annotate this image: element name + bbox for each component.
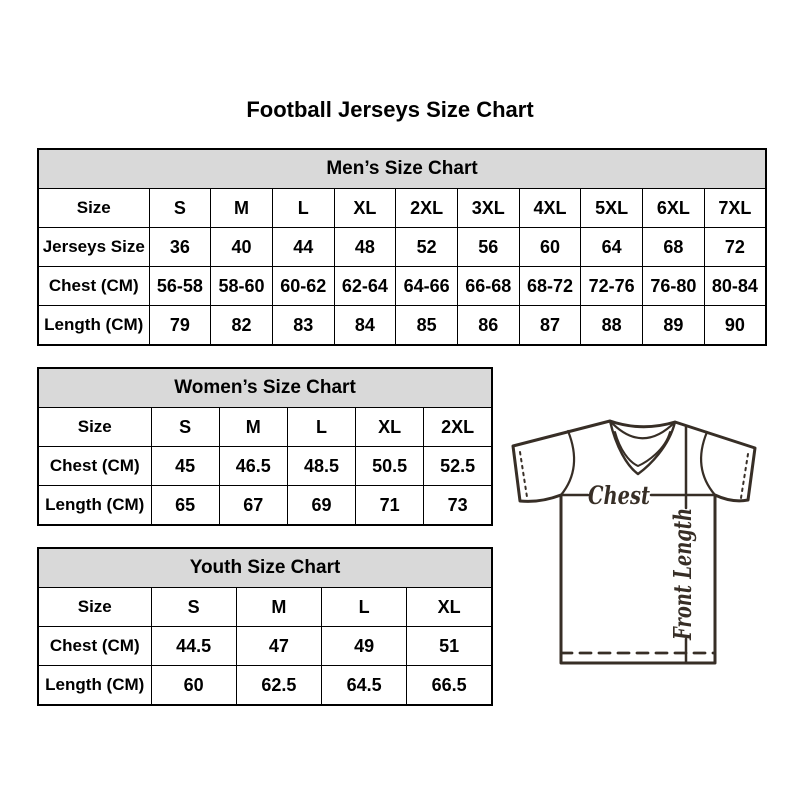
- table-title-row: [38, 368, 492, 408]
- cell-value: 66-68: [457, 267, 519, 306]
- size-column-header: L: [322, 588, 407, 627]
- front-length-label: Front Length: [668, 462, 697, 640]
- table-header-row: [38, 588, 492, 627]
- cell-value: 68-72: [519, 267, 581, 306]
- cell-value: 60: [151, 666, 236, 706]
- cell-value: 44.5: [151, 627, 236, 666]
- cell-value: 83: [272, 306, 334, 346]
- row-label: Chest (CM): [38, 267, 149, 306]
- cell-value: 49: [322, 627, 407, 666]
- cell-value: 80-84: [704, 267, 766, 306]
- row-label: Length (CM): [38, 666, 151, 706]
- cell-value: 68: [643, 228, 705, 267]
- size-column-header: S: [149, 189, 211, 228]
- table-row: [38, 666, 492, 706]
- row-label-header: Size: [38, 408, 151, 447]
- table-row: [38, 486, 492, 526]
- table-row: [38, 228, 766, 267]
- youth-size-table: [37, 547, 493, 706]
- table-title: Women’s Size Chart: [38, 368, 492, 408]
- size-column-header: L: [272, 189, 334, 228]
- cell-value: 66.5: [407, 666, 492, 706]
- cell-value: 73: [424, 486, 492, 526]
- cell-value: 67: [219, 486, 287, 526]
- cell-value: 60-62: [272, 267, 334, 306]
- cell-value: 64: [581, 228, 643, 267]
- armhole-seam-right: [701, 432, 715, 495]
- row-label: Length (CM): [38, 486, 151, 526]
- cell-value: 76-80: [643, 267, 705, 306]
- cell-value: 72-76: [581, 267, 643, 306]
- size-column-header: XL: [334, 189, 396, 228]
- table-header-row: [38, 189, 766, 228]
- cell-value: 48: [334, 228, 396, 267]
- size-column-header: 6XL: [643, 189, 705, 228]
- cell-value: 72: [704, 228, 766, 267]
- table-row: [38, 627, 492, 666]
- jersey-silhouette: [513, 421, 755, 663]
- cuff-stitch-right: [741, 454, 748, 498]
- size-column-header: 2XL: [424, 408, 492, 447]
- cell-value: 60: [519, 228, 581, 267]
- size-column-header: 7XL: [704, 189, 766, 228]
- cell-value: 84: [334, 306, 396, 346]
- row-label: Chest (CM): [38, 627, 151, 666]
- size-column-header: 5XL: [581, 189, 643, 228]
- row-label: Jerseys Size: [38, 228, 149, 267]
- womens-size-table: [37, 367, 493, 526]
- cell-value: 85: [396, 306, 458, 346]
- cell-value: 64-66: [396, 267, 458, 306]
- cell-value: 40: [211, 228, 273, 267]
- cell-value: 64.5: [322, 666, 407, 706]
- cell-value: 36: [149, 228, 211, 267]
- cell-value: 48.5: [287, 447, 355, 486]
- cell-value: 65: [151, 486, 219, 526]
- cell-value: 46.5: [219, 447, 287, 486]
- cell-value: 82: [211, 306, 273, 346]
- size-column-header: S: [151, 588, 236, 627]
- cell-value: 56-58: [149, 267, 211, 306]
- cell-value: 86: [457, 306, 519, 346]
- vneck-inner-line: [615, 432, 670, 466]
- table-title: Men’s Size Chart: [38, 149, 766, 189]
- row-label-header: Size: [38, 588, 151, 627]
- cell-value: 71: [356, 486, 424, 526]
- cell-value: 45: [151, 447, 219, 486]
- size-column-header: M: [211, 189, 273, 228]
- size-column-header: 4XL: [519, 189, 581, 228]
- chest-label: Chest: [588, 481, 651, 510]
- cuff-stitch-left: [520, 452, 527, 497]
- table-title-row: [38, 149, 766, 189]
- size-column-header: 2XL: [396, 189, 458, 228]
- cell-value: 52: [396, 228, 458, 267]
- cell-value: 47: [236, 627, 321, 666]
- cell-value: 69: [287, 486, 355, 526]
- cell-value: 44: [272, 228, 334, 267]
- table-row: [38, 447, 492, 486]
- cell-value: 79: [149, 306, 211, 346]
- jersey-measurement-diagram: [500, 402, 800, 682]
- armhole-seam-left: [561, 431, 574, 495]
- cell-value: 88: [581, 306, 643, 346]
- table-row: [38, 267, 766, 306]
- cell-value: 87: [519, 306, 581, 346]
- size-column-header: 3XL: [457, 189, 519, 228]
- cell-value: 90: [704, 306, 766, 346]
- size-column-header: XL: [356, 408, 424, 447]
- table-title: Youth Size Chart: [38, 548, 492, 588]
- row-label: Length (CM): [38, 306, 149, 346]
- jersey-diagram-svg: [500, 402, 800, 682]
- mens-size-table: [37, 148, 767, 346]
- cell-value: 62-64: [334, 267, 396, 306]
- page-title: Football Jerseys Size Chart: [246, 97, 534, 122]
- cell-value: 62.5: [236, 666, 321, 706]
- cell-value: 50.5: [356, 447, 424, 486]
- row-label-header: Size: [38, 189, 149, 228]
- cell-value: 56: [457, 228, 519, 267]
- size-column-header: M: [219, 408, 287, 447]
- table-title-row: [38, 548, 492, 588]
- cell-value: 52.5: [424, 447, 492, 486]
- cell-value: 89: [643, 306, 705, 346]
- size-column-header: XL: [407, 588, 492, 627]
- table-header-row: [38, 408, 492, 447]
- row-label: Chest (CM): [38, 447, 151, 486]
- table-row: [38, 306, 766, 346]
- size-column-header: L: [287, 408, 355, 447]
- size-column-header: M: [236, 588, 321, 627]
- size-column-header: S: [151, 408, 219, 447]
- cell-value: 51: [407, 627, 492, 666]
- cell-value: 58-60: [211, 267, 273, 306]
